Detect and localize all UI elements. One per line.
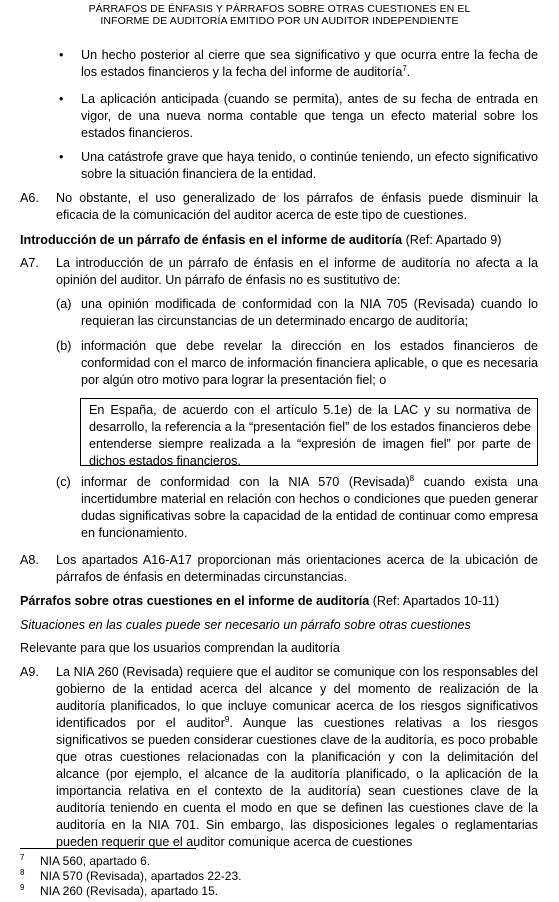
subsection-heading: Situaciones en las cuales puede ser necesario un párrafo sobre otras cuestiones: [20, 618, 471, 632]
footnote-separator: [20, 848, 196, 849]
footnote: 8 NIA 570 (Revisada), apartados 22-23.: [20, 868, 242, 883]
paragraph-a7: La introducción de un párrafo de énfasis en el informe de auditoría no afecta a la opinión del auditor. Un párrafo de énfasis no es sustitutivo de:: [56, 256, 538, 287]
list-item: una opinión modificada de conformidad con la NIA 705 (Revisada) cuando lo requieran las circunstancias de un determinado encargo de auditoría;: [81, 297, 538, 328]
running-header: [0, 3, 559, 27]
paragraph-a9: La NIA 260 (Revisada) requiere que el auditor se comunique con los responsables del gobierno de la entidad acerca del alcance y del momento de realización de la auditoría planificados, lo que incluye comunicar acerca de los riesgos significativos identificados por el auditor$^9$. Aunque las cuestiones relativas a los riesgos significativos se pueden considerar cuestiones clave de la auditoría, es poco probable que otras cuestiones relacionadas con la planificación y con la delimitación del alcance (por ejemplo, el alcance de la auditoría planificado, o la aplicación de la importancia relativa en el contexto de la auditoría) sean cuestiones clave de la auditoría teniendo en cuenta el modo en que se definen las cuestiones clave de la auditoría en la NIA 701. Sin embargo, las disposiciones legales o reglamentarias pueden requerir que el auditor comunique acerca de cuestiones: [56, 665, 538, 849]
paragraph-number: A6.: [20, 191, 39, 205]
subsection-heading: Relevante para que los usuarios comprendan la auditoría: [20, 641, 340, 655]
item-label: (b): [56, 339, 72, 353]
bullet-paragraph: Una catástrofe grave que haya tenido, o continúe teniendo, un efecto significativo sobre la situación financiera de la entidad.: [81, 150, 538, 181]
footnote-ref[interactable]: 9: [224, 714, 230, 724]
list-item: informar de conformidad con la NIA 570 (Revisada)$^8$ cuando exista una incertidumbre material en relación con hechos o condiciones que pueden generar dudas significativas sobre la capacidad de la entidad de continuar como empresa en funcionamiento.: [81, 473, 538, 540]
header-line-2: INFORME DE AUDITORÍA EMITIDO POR UN AUDITOR INDEPENDIENTE: [100, 15, 459, 27]
bullet-paragraph: Un hecho posterior al cierre que sea significativo y que ocurra entre la fecha de los estados financieros y la fecha del informe de auditoría$^7$.: [81, 48, 538, 79]
paragraph-number: A7.: [20, 256, 39, 270]
footnote: 7 NIA 560, apartado 6.: [20, 853, 151, 868]
item-label: (a): [56, 297, 72, 311]
bullet-marker: •: [59, 92, 64, 106]
paragraph-a8: Los apartados A16-A17 proporcionan más orientaciones acerca de la ubicación de párrafos de énfasis en determinadas circunstancias.: [56, 553, 538, 584]
bullet-paragraph: La aplicación anticipada (cuando se permita), antes de su fecha de entrada en vigor, de una nueva norma contable que tenga un efecto material sobre los estados financieros.: [81, 92, 538, 140]
bullet-marker: •: [59, 48, 64, 62]
list-item: información que debe revelar la dirección en los estados financieros de conformidad con el marco de información financiera aplicable, o que es necesaria por algún otro motivo para lograr la presentación fiel; o: [81, 339, 538, 387]
footnote-ref[interactable]: 7: [402, 63, 407, 73]
spain-note-box: [80, 398, 538, 466]
footnote: 9 NIA 260 (Revisada), apartado 15.: [20, 883, 219, 898]
header-line-1: PÁRRAFOS DE ÉNFASIS Y PÁRRAFOS SOBRE OTRAS CUESTIONES EN EL: [88, 3, 471, 15]
paragraph-a6: No obstante, el uso generalizado de los párrafos de énfasis puede disminuir la eficacia de la comunicación del auditor acerca de este tipo de cuestiones.: [56, 191, 538, 222]
spain-note-text: En España, de acuerdo con el artículo 5.1e) de la LAC y su normativa de desarrollo, la referencia a la “presentación fiel” de los estados financieros debe entenderse siempre realizada a la “expresión de imagen fiel” por parte de dichos estados financieros.: [89, 403, 531, 468]
paragraph-number: A8.: [20, 553, 39, 567]
item-label: (c): [56, 475, 71, 489]
footnote-ref[interactable]: 8: [409, 473, 415, 483]
section-heading: Párrafos sobre otras cuestiones en el informe de auditoría (Ref: Apartados 10-11): [20, 594, 500, 608]
bullet-marker: •: [59, 150, 64, 164]
section-heading: Introducción de un párrafo de énfasis en el informe de auditoría (Ref: Apartado 9): [20, 233, 502, 247]
paragraph-number: A9.: [20, 665, 39, 679]
